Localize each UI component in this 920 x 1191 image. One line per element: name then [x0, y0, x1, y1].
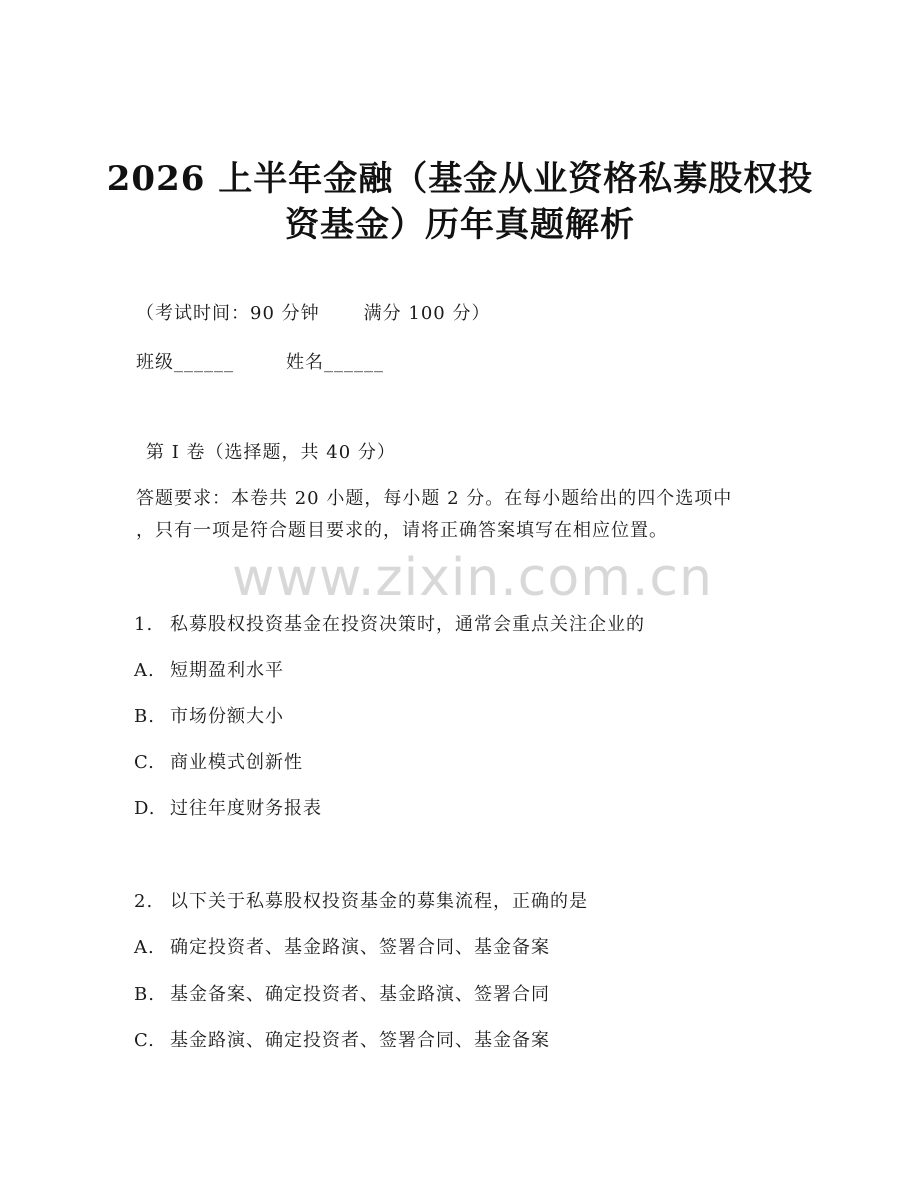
option-letter: B.	[134, 984, 155, 1005]
document-title-line-2: 资基金）历年真题解析	[285, 205, 635, 245]
question-1-option-d	[134, 797, 322, 821]
question-text: 以下关于私募股权投资基金的募集流程，正确的是	[170, 891, 588, 912]
question-number: 1.	[134, 614, 154, 635]
question-1-stem	[134, 613, 645, 637]
question-1-option-c	[134, 751, 303, 775]
option-text: 基金备案、确定投资者、基金路演、签署合同	[170, 984, 550, 1005]
requirements-line-2: ，只有一项是符合题目要求的，请将正确答案填写在相应位置。	[136, 520, 668, 541]
option-letter: C.	[134, 752, 155, 773]
question-number: 2.	[134, 891, 154, 912]
question-2-stem	[134, 890, 588, 914]
exam-info	[136, 302, 490, 326]
option-letter: B.	[134, 706, 155, 727]
full-score: 满分 100 分）	[363, 303, 491, 324]
question-text: 私募股权投资基金在投资决策时，通常会重点关注企业的	[170, 614, 645, 635]
option-text: 过往年度财务报表	[170, 798, 322, 819]
requirements-line-1: 答题要求：本卷共 20 小题，每小题 2 分。在每小题给出的四个选项中	[136, 488, 733, 509]
question-2-option-b	[134, 983, 550, 1007]
student-info	[136, 351, 384, 375]
option-letter: A.	[134, 937, 155, 958]
question-2-option-c	[134, 1029, 550, 1053]
name-label: 姓名______	[286, 352, 384, 373]
option-text: 商业模式创新性	[170, 752, 303, 773]
option-letter: A.	[134, 660, 155, 681]
option-text: 市场份额大小	[170, 706, 284, 727]
option-letter: C.	[134, 1030, 155, 1051]
exam-time: （考试时间：90 分钟	[136, 303, 320, 324]
option-text: 确定投资者、基金路演、签署合同、基金备案	[170, 937, 550, 958]
option-text: 短期盈利水平	[170, 660, 284, 681]
option-letter: D.	[134, 798, 156, 819]
class-label: 班级______	[136, 352, 234, 373]
option-text: 基金路演、确定投资者、签署合同、基金备案	[170, 1030, 550, 1051]
watermark: www.zixin.com.cn	[232, 548, 713, 608]
question-1-option-a	[134, 659, 284, 683]
question-1-option-b	[134, 705, 284, 729]
section-heading: 第 I 卷（选择题，共 40 分）	[146, 442, 396, 463]
question-2-option-a	[134, 936, 550, 960]
document-title-line-1: 2026 上半年金融（基金从业资格私募股权投	[106, 159, 814, 199]
